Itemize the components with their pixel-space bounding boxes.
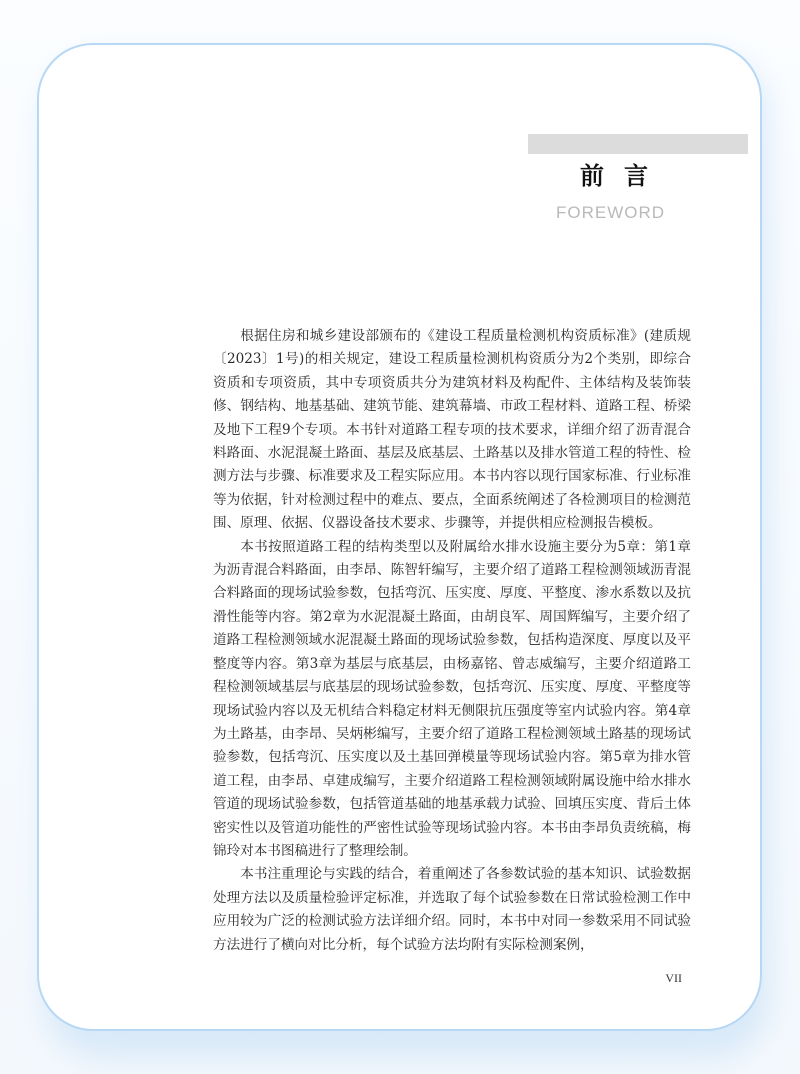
- foreword-body: [213, 325, 691, 957]
- page-title: 前言: [580, 162, 668, 190]
- title-band: [528, 134, 748, 154]
- paragraph-2: 本书按照道路工程的结构类型以及附属给水排水设施主要分为5章：第1章为沥青混合料路面，由李昂、陈智轩编写，主要介绍了道路工程检测领域沥青混合料路面的现场试验参数，包括弯沉、压实度、厚度、平整度、渗水系数以及抗滑性能等内容。第2章为水泥混凝土路面，由胡良军、周国辉编写，主要介绍了道路工程检测领域水泥混凝土路面的现场试验参数，包括构造深度、厚度以及平整度等内容。第3章为基层与底基层，由杨嘉铭、曾志威编写，主要介绍道路工程检测领域基层与底基层的现场试验参数，包括弯沉、压实度、厚度、平整度等现场试验内容以及无机结合料稳定材料无侧限抗压强度等室内试验内容。第4章为土路基，由李昂、吴炳彬编写，主要介绍了道路工程检测领域土路基的现场试验参数，包括弯沉、压实度以及土基回弹模量等现场试验内容。第5章为排水管道工程，由李昂、卓建成编写，主要介绍道路工程检测领域附属设施中给水排水管道的现场试验参数，包括管道基础的地基承载力试验、回填压实度、背后土体密实性以及管道功能性的严密性试验等现场试验内容。本书由李昂负责统稿，梅锦玲对本书图稿进行了整理绘制。: [213, 538, 691, 859]
- paragraph-1: 根据住房和城乡建设部颁布的《建设工程质量检测机构资质标准》(建质规〔2023〕1号)的相关规定，建设工程质量检测机构资质分为2个类别，即综合资质和专项资质，其中专项资质共分为建筑材料及构配件、主体结构及装饰装修、钢结构、地基基础、建筑节能、建筑幕墙、市政工程材料、道路工程、桥梁及地下工程9个专项。本书针对道路工程专项的技术要求，详细介绍了沥青混合料路面、水泥混凝土路面、基层及底基层、土路基以及排水管道工程的特性、检测方法与步骤、标准要求及工程实际应用。本书内容以现行国家标准、行业标准等为依据，针对检测过程中的难点、要点，全面系统阐述了各检测项目的检测范围、原理、依据、仪器设备技术要求、步骤等，并提供相应检测报告模板。: [213, 328, 691, 532]
- paragraph-3: 本书注重理论与实践的结合，着重阐述了各参数试验的基本知识、试验数据处理方法以及质量检验评定标准，并选取了每个试验参数在日常试验检测工作中应用较为广泛的检测试验方法详细介绍。同时，本书中对同一参数采用不同试验方法进行了横向对比分析，每个试验方法均附有实际检测案例，: [213, 866, 691, 953]
- page-subtitle: FOREWORD: [556, 203, 666, 222]
- page-number: VII: [665, 971, 682, 985]
